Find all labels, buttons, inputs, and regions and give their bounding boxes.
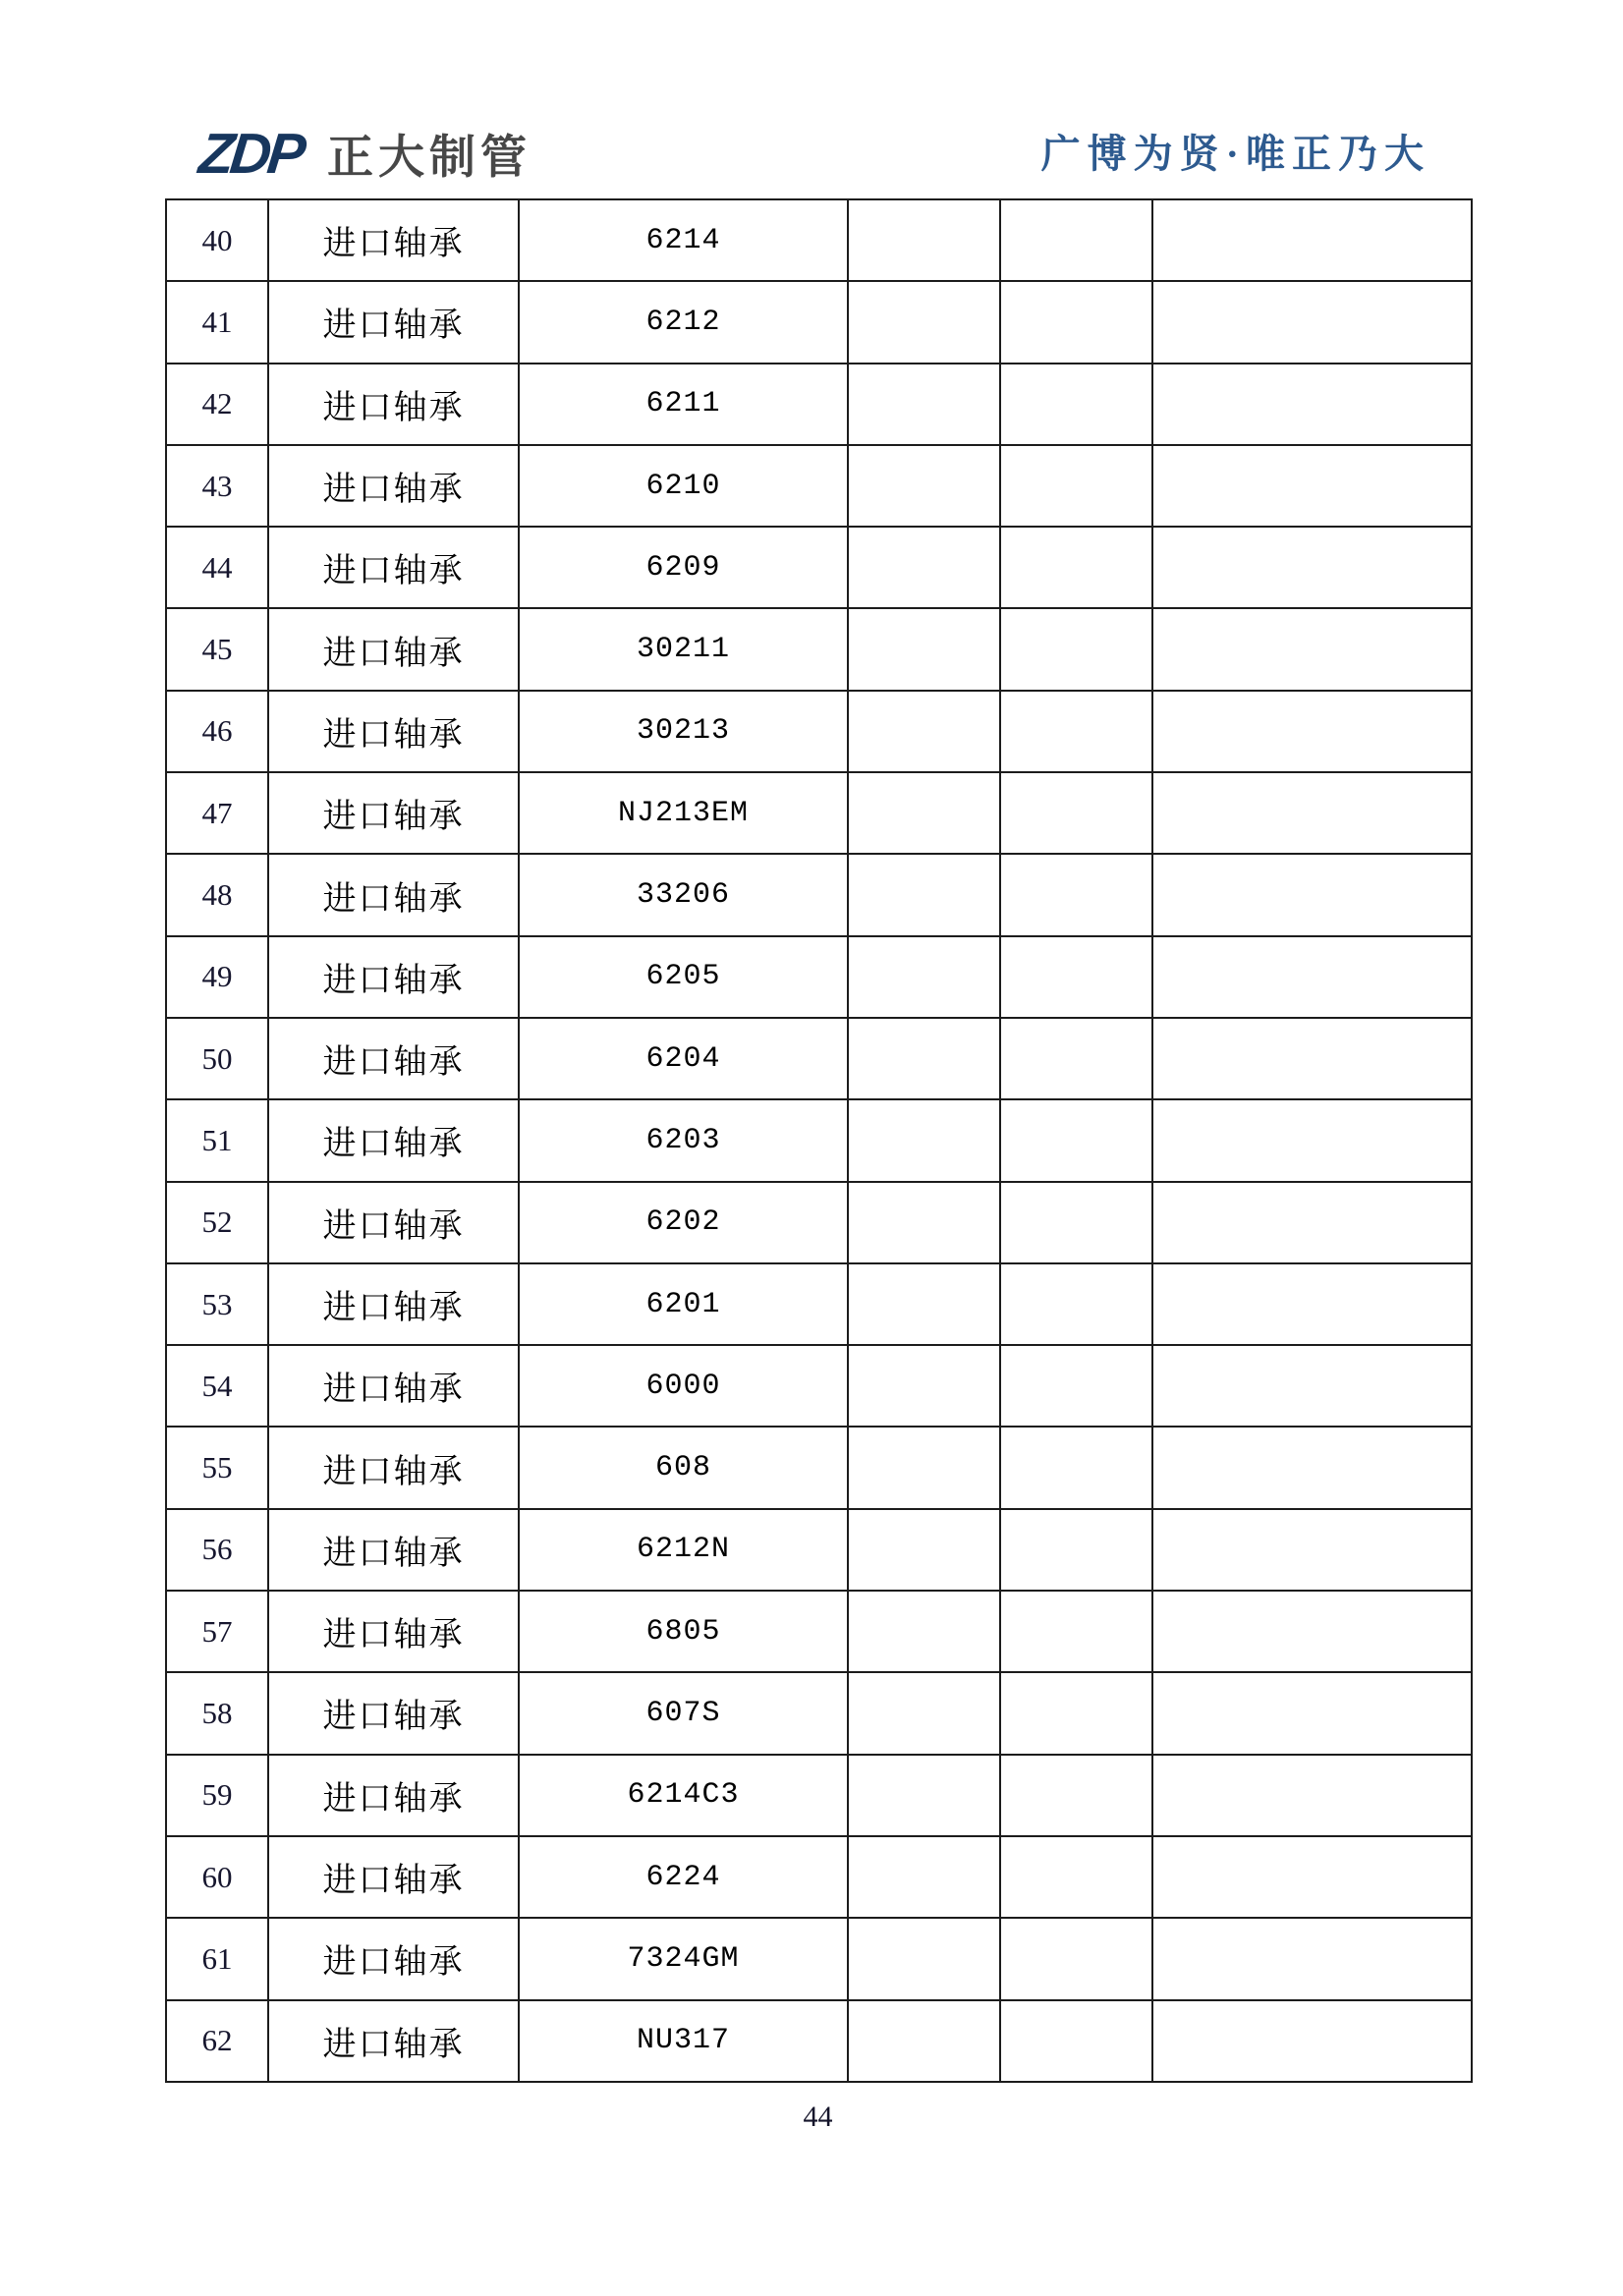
parts-table-body — [166, 199, 1472, 2082]
empty-cell — [1000, 1509, 1152, 1591]
empty-cell — [1152, 854, 1472, 935]
empty-cell — [1000, 1263, 1152, 1345]
part-number-cell: 6204 — [519, 1018, 848, 1099]
page-footer — [165, 2100, 1471, 2134]
empty-cell — [848, 1345, 1000, 1427]
company-slogan: 广博为贤·唯正乃大 — [1040, 132, 1430, 176]
part-number-cell: NU317 — [519, 2000, 848, 2082]
empty-cell — [1000, 445, 1152, 527]
row-number-cell: 62 — [166, 2000, 268, 2082]
category-cell: 进口轴承 — [268, 1182, 519, 1263]
empty-cell — [1000, 691, 1152, 772]
category-cell: 进口轴承 — [268, 527, 519, 608]
part-number-cell: 6210 — [519, 445, 848, 527]
category-cell: 进口轴承 — [268, 1509, 519, 1591]
row-number-cell: 53 — [166, 1263, 268, 1345]
row-number-cell: 40 — [166, 199, 268, 281]
table-row — [166, 691, 1472, 772]
empty-cell — [1000, 199, 1152, 281]
table-row — [166, 1836, 1472, 1918]
empty-cell — [1000, 608, 1152, 690]
part-number-cell: 30213 — [519, 691, 848, 772]
parts-table — [165, 198, 1473, 2083]
row-number-cell: 56 — [166, 1509, 268, 1591]
row-number-cell: 46 — [166, 691, 268, 772]
row-number-cell: 42 — [166, 364, 268, 445]
part-number-cell: 30211 — [519, 608, 848, 690]
empty-cell — [848, 1836, 1000, 1918]
table-row — [166, 2000, 1472, 2082]
empty-cell — [1000, 1182, 1152, 1263]
table-row — [166, 281, 1472, 363]
table-row — [166, 1755, 1472, 1836]
page-header — [0, 110, 1623, 198]
category-cell: 进口轴承 — [268, 691, 519, 772]
row-number-cell: 49 — [166, 936, 268, 1018]
empty-cell — [1152, 772, 1472, 854]
table-row — [166, 364, 1472, 445]
category-cell: 进口轴承 — [268, 1755, 519, 1836]
empty-cell — [1000, 281, 1152, 363]
empty-cell — [848, 1263, 1000, 1345]
empty-cell — [1152, 364, 1472, 445]
table-row — [166, 1018, 1472, 1099]
table-row — [166, 1427, 1472, 1508]
category-cell: 进口轴承 — [268, 608, 519, 690]
empty-cell — [1000, 1018, 1152, 1099]
empty-cell — [1152, 527, 1472, 608]
category-cell: 进口轴承 — [268, 1263, 519, 1345]
table-row — [166, 1345, 1472, 1427]
table-row — [166, 445, 1472, 527]
row-number-cell: 60 — [166, 1836, 268, 1918]
logo-zdp-icon: ZDP — [196, 122, 306, 186]
part-number-cell: 6205 — [519, 936, 848, 1018]
empty-cell — [848, 1755, 1000, 1836]
empty-cell — [1000, 772, 1152, 854]
empty-cell — [848, 1099, 1000, 1181]
empty-cell — [1000, 527, 1152, 608]
table-row — [166, 772, 1472, 854]
empty-cell — [848, 1427, 1000, 1508]
category-cell: 进口轴承 — [268, 1345, 519, 1427]
category-cell: 进口轴承 — [268, 854, 519, 935]
empty-cell — [848, 527, 1000, 608]
category-cell: 进口轴承 — [268, 1591, 519, 1672]
table-row — [166, 199, 1472, 281]
row-number-cell: 50 — [166, 1018, 268, 1099]
empty-cell — [1000, 854, 1152, 935]
empty-cell — [1000, 1427, 1152, 1508]
row-number-cell: 58 — [166, 1672, 268, 1754]
empty-cell — [1152, 1263, 1472, 1345]
row-number-cell: 52 — [166, 1182, 268, 1263]
part-number-cell: 33206 — [519, 854, 848, 935]
category-cell: 进口轴承 — [268, 772, 519, 854]
empty-cell — [1000, 1918, 1152, 1999]
table-row — [166, 1591, 1472, 1672]
empty-cell — [848, 691, 1000, 772]
empty-cell — [1152, 1672, 1472, 1754]
table-row — [166, 527, 1472, 608]
category-cell: 进口轴承 — [268, 1099, 519, 1181]
empty-cell — [1000, 1836, 1152, 1918]
part-number-cell: 6805 — [519, 1591, 848, 1672]
empty-cell — [1152, 1427, 1472, 1508]
table-row — [166, 854, 1472, 935]
page-number: 44 — [803, 2100, 833, 2133]
empty-cell — [1152, 1099, 1472, 1181]
empty-cell — [848, 281, 1000, 363]
row-number-cell: 43 — [166, 445, 268, 527]
empty-cell — [1000, 1099, 1152, 1181]
table-row — [166, 1672, 1472, 1754]
part-number-cell: 607S — [519, 1672, 848, 1754]
part-number-cell: 6000 — [519, 1345, 848, 1427]
empty-cell — [1152, 2000, 1472, 2082]
empty-cell — [848, 936, 1000, 1018]
logo-company-name: 正大制管 — [327, 131, 532, 183]
category-cell: 进口轴承 — [268, 2000, 519, 2082]
part-number-cell: 6202 — [519, 1182, 848, 1263]
category-cell: 进口轴承 — [268, 281, 519, 363]
empty-cell — [1000, 364, 1152, 445]
category-cell: 进口轴承 — [268, 1918, 519, 1999]
category-cell: 进口轴承 — [268, 445, 519, 527]
category-cell: 进口轴承 — [268, 364, 519, 445]
part-number-cell: 6214C3 — [519, 1755, 848, 1836]
part-number-cell: 6201 — [519, 1263, 848, 1345]
empty-cell — [1152, 1591, 1472, 1672]
empty-cell — [1000, 936, 1152, 1018]
table-row — [166, 936, 1472, 1018]
empty-cell — [1152, 1182, 1472, 1263]
table-row — [166, 1182, 1472, 1263]
empty-cell — [1152, 1018, 1472, 1099]
table-row — [166, 1099, 1472, 1181]
empty-cell — [1152, 1755, 1472, 1836]
empty-cell — [848, 445, 1000, 527]
empty-cell — [848, 608, 1000, 690]
empty-cell — [1000, 1755, 1152, 1836]
empty-cell — [848, 364, 1000, 445]
empty-cell — [1152, 199, 1472, 281]
table-row — [166, 1509, 1472, 1591]
empty-cell — [848, 1672, 1000, 1754]
part-number-cell: 6203 — [519, 1099, 848, 1181]
empty-cell — [1000, 1591, 1152, 1672]
empty-cell — [848, 1918, 1000, 1999]
empty-cell — [1152, 608, 1472, 690]
row-number-cell: 54 — [166, 1345, 268, 1427]
category-cell: 进口轴承 — [268, 199, 519, 281]
part-number-cell: 6211 — [519, 364, 848, 445]
empty-cell — [1152, 1836, 1472, 1918]
empty-cell — [848, 854, 1000, 935]
part-number-cell: 6212 — [519, 281, 848, 363]
empty-cell — [1152, 691, 1472, 772]
category-cell: 进口轴承 — [268, 1427, 519, 1508]
part-number-cell: 6224 — [519, 1836, 848, 1918]
empty-cell — [848, 1018, 1000, 1099]
category-cell: 进口轴承 — [268, 1836, 519, 1918]
empty-cell — [1000, 1345, 1152, 1427]
row-number-cell: 41 — [166, 281, 268, 363]
part-number-cell: 608 — [519, 1427, 848, 1508]
empty-cell — [1152, 1509, 1472, 1591]
part-number-cell: 7324GM — [519, 1918, 848, 1999]
empty-cell — [848, 2000, 1000, 2082]
empty-cell — [848, 1509, 1000, 1591]
empty-cell — [1152, 1345, 1472, 1427]
empty-cell — [1000, 2000, 1152, 2082]
row-number-cell: 55 — [166, 1427, 268, 1508]
row-number-cell: 47 — [166, 772, 268, 854]
table-row — [166, 608, 1472, 690]
row-number-cell: 45 — [166, 608, 268, 690]
category-cell: 进口轴承 — [268, 936, 519, 1018]
empty-cell — [1152, 1918, 1472, 1999]
company-logo — [196, 110, 532, 198]
row-number-cell: 61 — [166, 1918, 268, 1999]
empty-cell — [1000, 1672, 1152, 1754]
empty-cell — [848, 199, 1000, 281]
category-cell: 进口轴承 — [268, 1672, 519, 1754]
empty-cell — [848, 1182, 1000, 1263]
category-cell: 进口轴承 — [268, 1018, 519, 1099]
row-number-cell: 57 — [166, 1591, 268, 1672]
empty-cell — [1152, 445, 1472, 527]
empty-cell — [1152, 936, 1472, 1018]
empty-cell — [848, 1591, 1000, 1672]
part-number-cell: 6214 — [519, 199, 848, 281]
table-row — [166, 1263, 1472, 1345]
part-number-cell: 6212N — [519, 1509, 848, 1591]
empty-cell — [1152, 281, 1472, 363]
row-number-cell: 48 — [166, 854, 268, 935]
table-row — [166, 1918, 1472, 1999]
part-number-cell: 6209 — [519, 527, 848, 608]
row-number-cell: 51 — [166, 1099, 268, 1181]
part-number-cell: NJ213EM — [519, 772, 848, 854]
empty-cell — [848, 772, 1000, 854]
row-number-cell: 44 — [166, 527, 268, 608]
row-number-cell: 59 — [166, 1755, 268, 1836]
